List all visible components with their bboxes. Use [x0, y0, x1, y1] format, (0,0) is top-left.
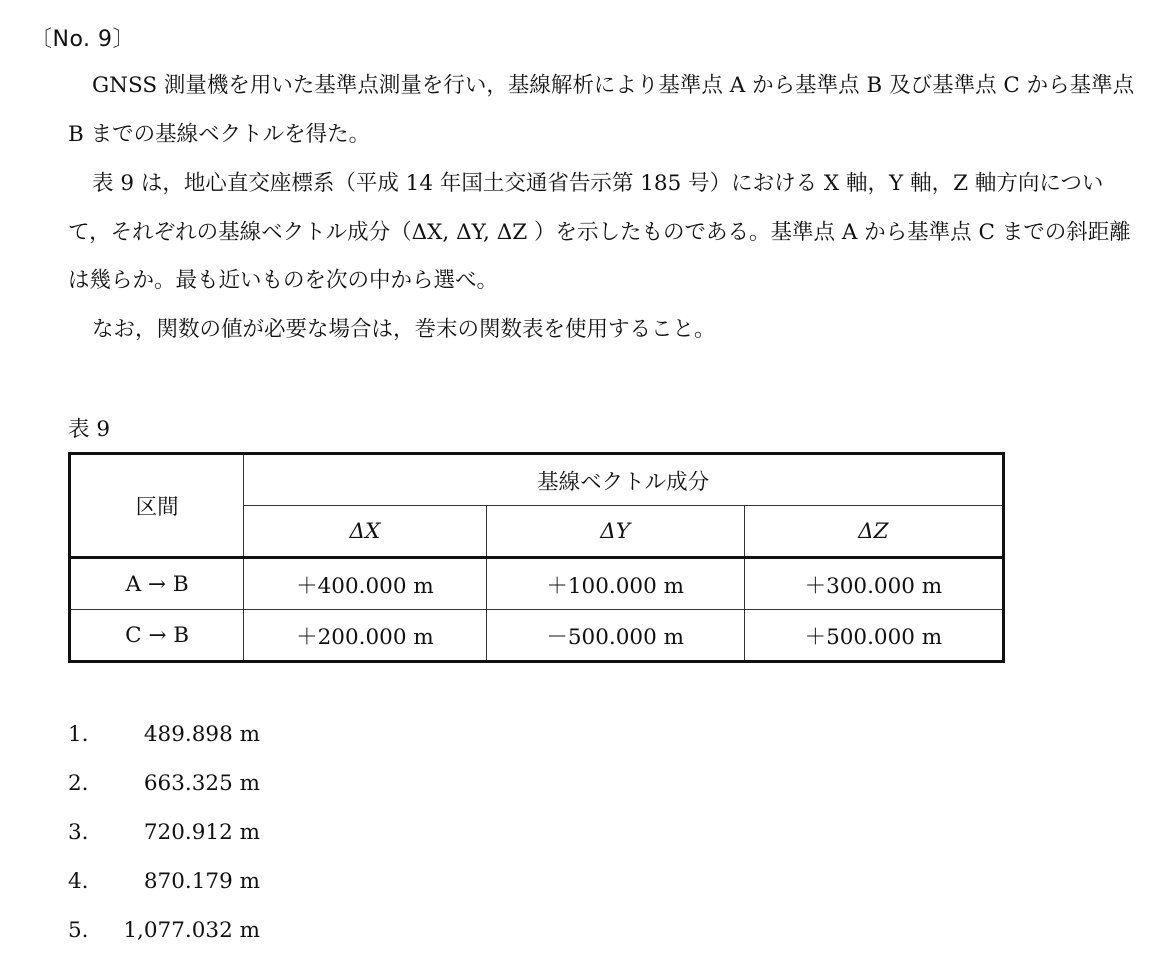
- choice-number: 1.: [68, 722, 89, 747]
- section-header: 区間: [70, 454, 244, 558]
- dx-header: ΔX: [244, 506, 486, 558]
- choice-number: 3.: [68, 820, 89, 845]
- dy-cell: －500.000 m: [486, 610, 744, 662]
- table-header-row: [70, 454, 1004, 506]
- choice-number: 2.: [68, 771, 89, 796]
- paragraph-3-text: なお，関数の値が必要な場合は，巻末の関数表を使用すること。: [92, 317, 716, 342]
- dz-header: ΔZ: [744, 506, 1003, 558]
- choice-5[interactable]: [68, 908, 260, 957]
- dx-cell: ＋200.000 m: [244, 610, 486, 662]
- dy-header: ΔY: [486, 506, 744, 558]
- vector-component-header: 基線ベクトル成分: [244, 454, 1004, 506]
- question-number: 〔No. 9〕: [30, 27, 136, 52]
- answer-choices: [68, 712, 260, 957]
- table-caption: 表 9: [68, 417, 111, 442]
- choice-value: 489.898 m: [143, 722, 260, 747]
- choice-2[interactable]: [68, 761, 260, 810]
- dz-cell: ＋500.000 m: [744, 610, 1003, 662]
- choice-value: 720.912 m: [143, 820, 260, 845]
- baseline-vector-table: [68, 452, 1005, 663]
- choice-1[interactable]: [68, 712, 260, 761]
- problem-paragraph-2: [68, 160, 1136, 306]
- paragraph-1-text: GNSS 測量機を用いた基準点測量を行い，基線解析により基準点 A から基準点 B 及び基準点 C から基準点 B までの基線ベクトルを得た。: [68, 73, 1135, 147]
- dz-cell: ＋300.000 m: [744, 558, 1003, 610]
- problem-paragraph-1: [68, 62, 1136, 159]
- table-row: [70, 610, 1004, 662]
- section-cell: A → B: [70, 558, 244, 610]
- dx-cell: ＋400.000 m: [244, 558, 486, 610]
- choice-value: 663.325 m: [143, 771, 260, 796]
- choice-number: 5.: [68, 918, 89, 943]
- choice-4[interactable]: [68, 859, 260, 908]
- paragraph-2-text: 表 9 は，地心直交座標系（平成 14 年国土交通省告示第 185 号）における X 軸，Y 軸，Z 軸方向について，それぞれの基線ベクトル成分（ΔX, ΔY, ΔZ ）を示したものである。基準点 A から基準点 C までの斜距離は幾らか。最も近いものを次の中から選べ。: [68, 171, 1131, 293]
- choice-3[interactable]: [68, 810, 260, 859]
- choice-value: 870.179 m: [143, 869, 260, 894]
- section-cell: C → B: [70, 610, 244, 662]
- choice-value: 1,077.032 m: [123, 918, 260, 943]
- dy-cell: ＋100.000 m: [486, 558, 744, 610]
- problem-paragraph-3: [68, 306, 1136, 355]
- choice-number: 4.: [68, 869, 89, 894]
- table-row: [70, 558, 1004, 610]
